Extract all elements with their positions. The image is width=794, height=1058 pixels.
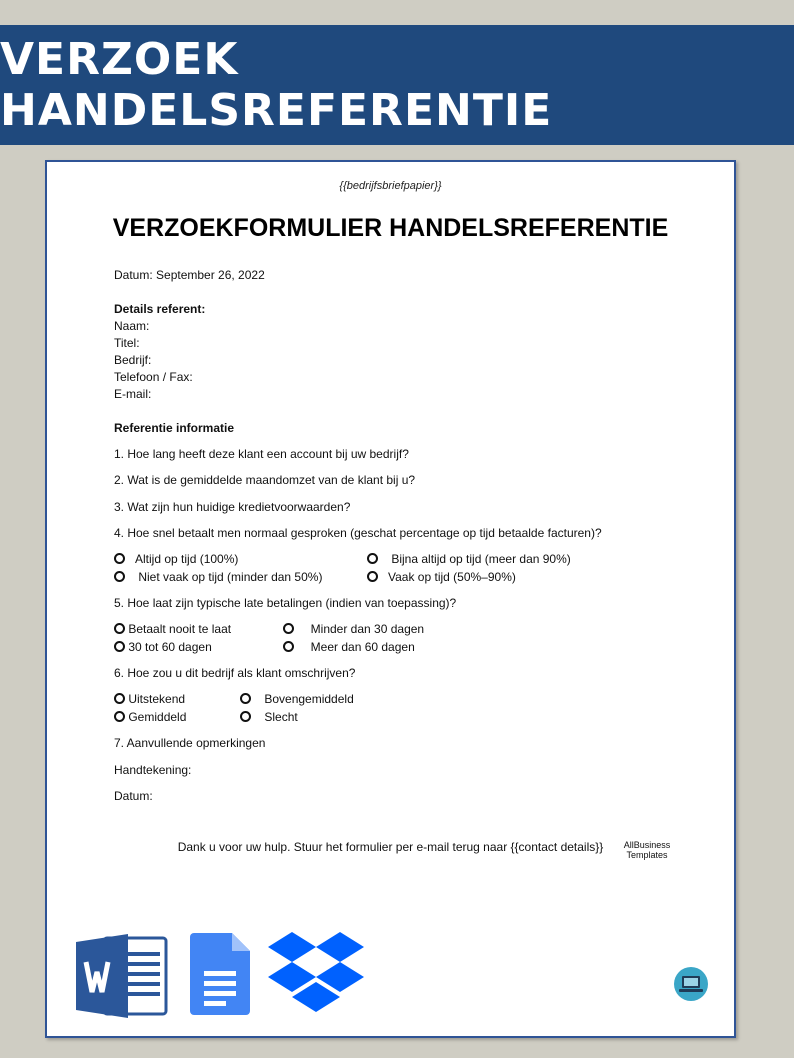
q4-option[interactable]: Niet vaak op tijd (minder dan 50%): [114, 570, 322, 584]
footer-note: Dank u voor uw hulp. Stuur het formulier per e-mail terug naar {{contact details}}: [177, 840, 604, 854]
word-icon[interactable]: [74, 932, 170, 1020]
allbusiness-templates-logo: [673, 966, 709, 1002]
q6-option[interactable]: Gemiddeld: [114, 710, 186, 724]
referent-field-phone: Telefoon / Fax:: [114, 370, 193, 384]
q5-option[interactable]: Betaalt nooit te laat: [114, 622, 231, 636]
q4-option[interactable]: Vaak op tijd (50%–90%): [367, 570, 516, 584]
referent-field-email: E-mail:: [114, 387, 152, 401]
document-title: VERZOEKFORMULIER HANDELSREFERENTIE: [112, 214, 669, 242]
banner-title: VERZOEK HANDELSREFERENTIE: [0, 34, 553, 136]
question-5: 5. Hoe laat zijn typische late betalingen (indien van toepassing)?: [114, 596, 457, 610]
q5-option[interactable]: Minder dan 30 dagen: [283, 622, 424, 636]
question-3: 3. Wat zijn hun huidige kredietvoorwaarden?: [114, 500, 351, 514]
q6-option[interactable]: Uitstekend: [114, 692, 185, 706]
reference-heading: Referentie informatie: [114, 421, 235, 435]
radio-bullet-icon: [114, 693, 125, 704]
question-4: 4. Hoe snel betaalt men normaal gesproken (geschat percentage op tijd betaalde facturen)?: [114, 526, 602, 540]
radio-bullet-icon: [114, 553, 125, 564]
radio-bullet-icon: [240, 693, 251, 704]
date-label: Datum:: [114, 789, 153, 803]
radio-bullet-icon: [283, 623, 294, 634]
referent-field-title: Titel:: [114, 336, 140, 350]
q4-option[interactable]: Altijd op tijd (100%): [114, 552, 238, 566]
dropbox-icon[interactable]: [268, 930, 364, 1018]
question-7: 7. Aanvullende opmerkingen: [114, 736, 266, 750]
google-docs-icon[interactable]: [190, 933, 250, 1015]
radio-bullet-icon: [367, 571, 378, 582]
document-preview: [45, 160, 736, 1038]
question-2: 2. Wat is de gemiddelde maandomzet van de klant bij u?: [114, 473, 416, 487]
referent-field-name: Naam:: [114, 319, 150, 333]
radio-bullet-icon: [114, 641, 125, 652]
referent-heading: Details referent:: [114, 302, 206, 316]
radio-bullet-icon: [114, 711, 125, 722]
signature-label: Handtekening:: [114, 763, 192, 777]
question-6: 6. Hoe zou u dit bedrijf als klant omschrijven?: [114, 666, 356, 680]
q4-option[interactable]: Bijna altijd op tijd (meer dan 90%): [367, 552, 571, 566]
brand-text: AllBusiness Templates: [623, 840, 671, 860]
q6-option[interactable]: Slecht: [240, 710, 298, 724]
question-1: 1. Hoe lang heeft deze klant een account bij uw bedrijf?: [114, 447, 409, 461]
radio-bullet-icon: [240, 711, 251, 722]
radio-bullet-icon: [367, 553, 378, 564]
referent-field-company: Bedrijf:: [114, 353, 152, 367]
radio-bullet-icon: [114, 571, 125, 582]
radio-bullet-icon: [283, 641, 294, 652]
header-banner: [0, 25, 794, 145]
q5-option[interactable]: Meer dan 60 dagen: [283, 640, 415, 654]
date-line: Datum: September 26, 2022: [114, 268, 265, 282]
q5-option[interactable]: 30 tot 60 dagen: [114, 640, 212, 654]
letterhead-placeholder: {{bedrijfsbriefpapier}}: [339, 180, 442, 192]
radio-bullet-icon: [114, 623, 125, 634]
q6-option[interactable]: Bovengemiddeld: [240, 692, 354, 706]
